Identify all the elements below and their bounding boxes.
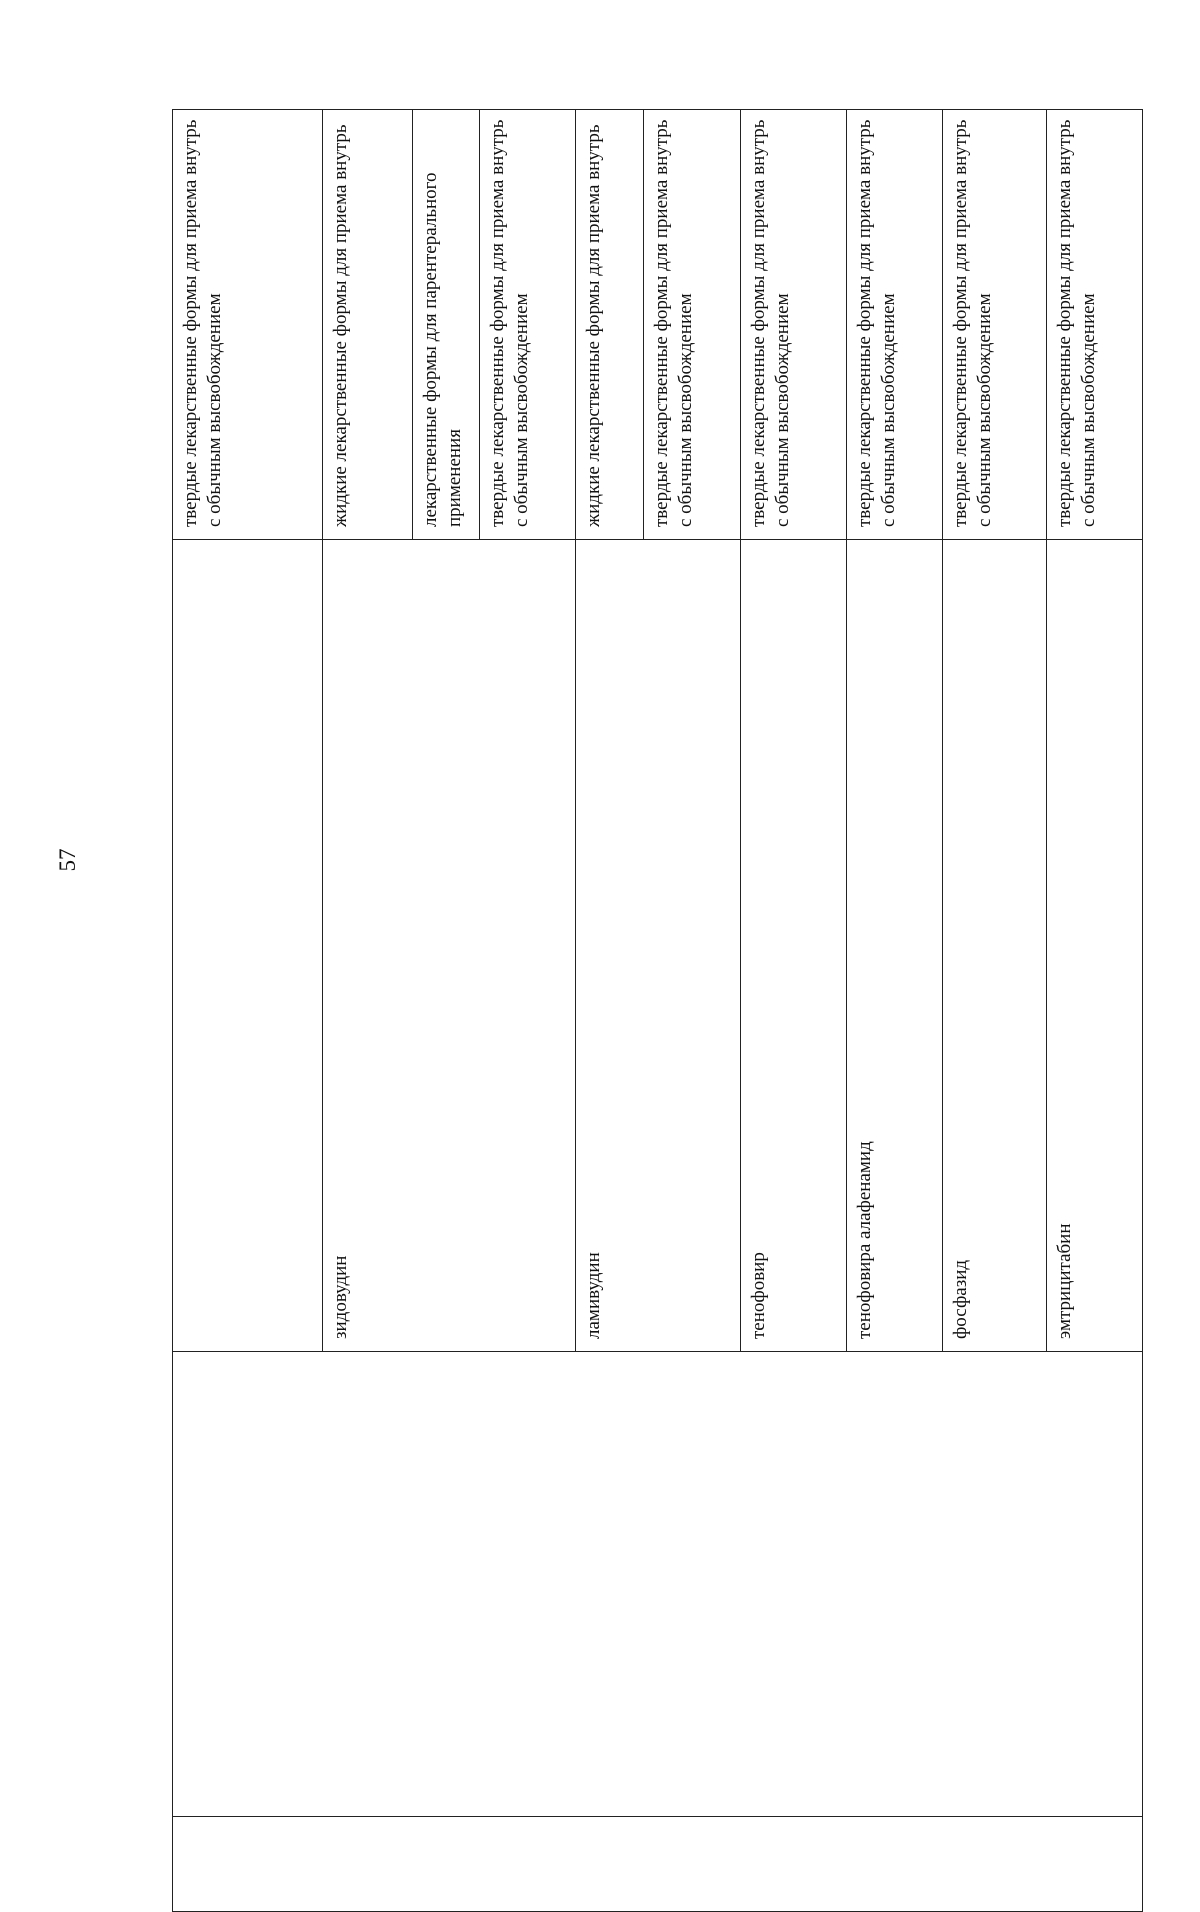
table-landscape-frame (172, 110, 1142, 1912)
page-number: 57 (55, 848, 80, 872)
empty-code-cell (173, 1817, 1143, 1912)
dosage-form-cell: жидкие лекарственные формы для приема внутрь (576, 110, 644, 540)
drug-name-cell: тенофовира алафенамид (847, 540, 943, 1352)
drug-name-cell (173, 540, 323, 1352)
empty-group-cell (173, 1352, 1143, 1817)
drug-name-cell: эмтрицитабин (1047, 540, 1143, 1352)
dosage-form-cell: лекарственные формы для парентерального применения (413, 110, 480, 540)
drug-name-cell: фосфазид (943, 540, 1047, 1352)
drug-name-cell: зидовудин (323, 540, 576, 1352)
drug-name-cell: ламивудин (576, 540, 741, 1352)
table-row (173, 110, 323, 1912)
drug-name-cell: тенофовир (741, 540, 847, 1352)
dosage-form-cell: твердые лекарственные формы для приема внутрь с обычным высвобождением (173, 110, 323, 540)
dosage-form-cell: твердые лекарственные формы для приема внутрь с обычным высвобождением (847, 110, 943, 540)
dosage-form-cell: твердые лекарственные формы для приема внутрь с обычным высвобождением (1047, 110, 1143, 540)
dosage-form-cell: твердые лекарственные формы для приема внутрь с обычным высвобождением (741, 110, 847, 540)
dosage-form-cell: жидкие лекарственные формы для приема внутрь (323, 110, 413, 540)
medication-table (172, 109, 1143, 1912)
dosage-form-cell: твердые лекарственные формы для приема внутрь с обычным высвобождением (480, 110, 576, 540)
dosage-form-cell: твердые лекарственные формы для приема внутрь с обычным высвобождением (943, 110, 1047, 540)
dosage-form-cell: твердые лекарственные формы для приема внутрь с обычным высвобождением (644, 110, 741, 540)
